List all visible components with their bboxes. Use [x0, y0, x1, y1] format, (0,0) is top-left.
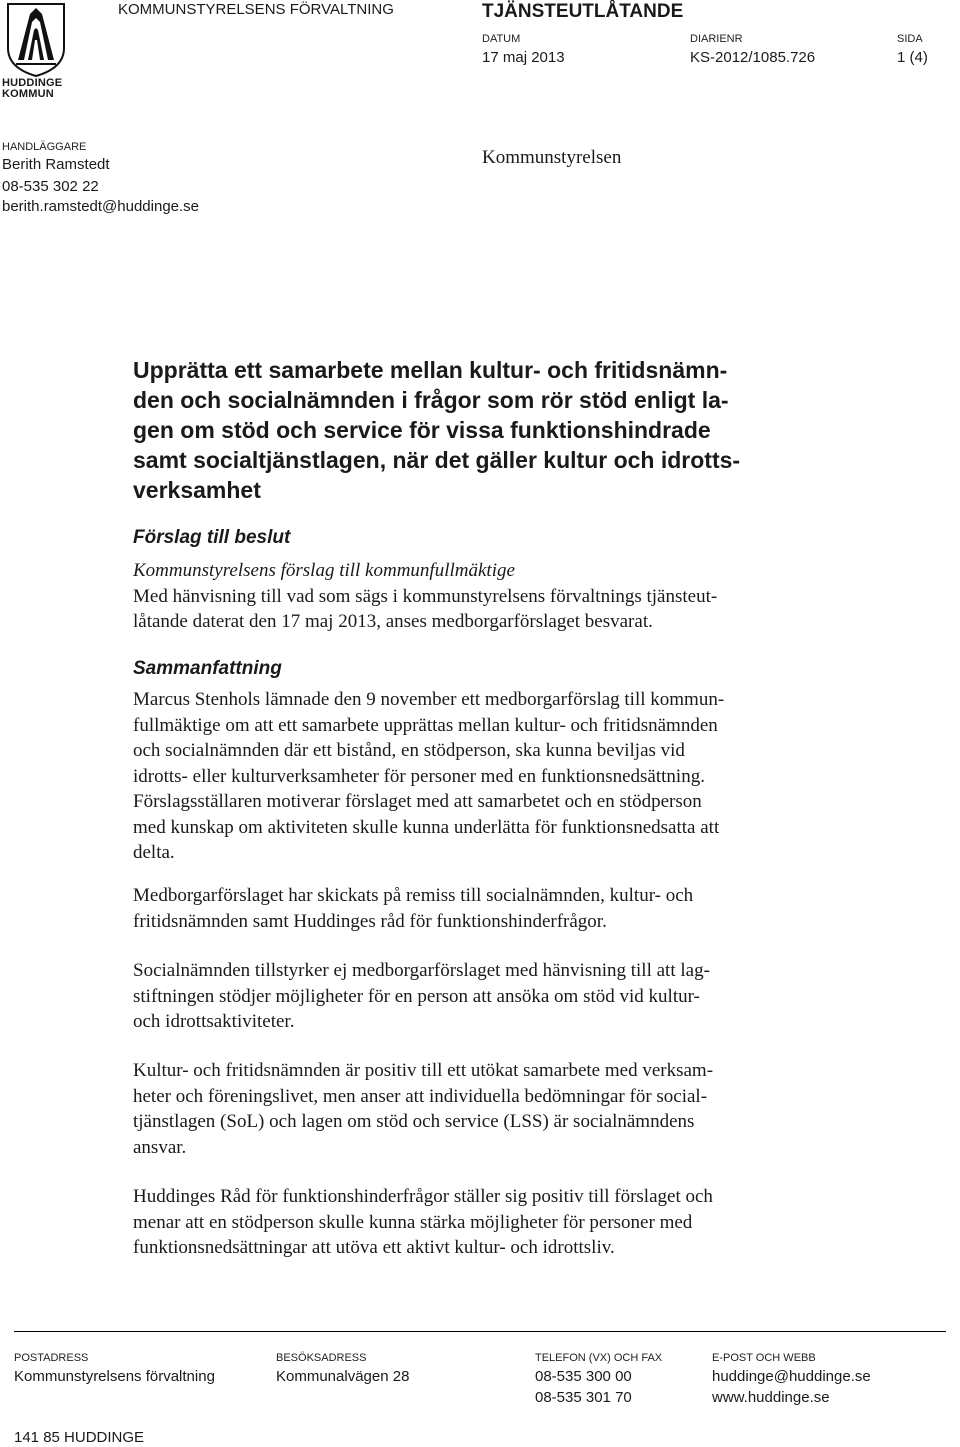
handler-label: HANDLÄGGARE [2, 141, 87, 153]
visit-label: BESÖKSADRESS [276, 1352, 367, 1364]
postal-line-2: 141 85 HUDDINGE [14, 1429, 145, 1446]
text-line: Kultur- och fritidsnämnden är positiv till ett utökat samarbete med verksam- [133, 1060, 714, 1081]
text-line: fritidsnämnden samt Huddinges råd för funktionshinderfrågor. [133, 910, 607, 932]
summary-paragraph [133, 1184, 833, 1261]
text-line: stiftningen stödjer möjligheter för en person att ansöka om stöd vid kultur- [133, 985, 700, 1007]
text-line: med kunskap om aktiviteten skulle kunna underlätta för funktionsnedsatta att [133, 816, 720, 838]
summary-paragraph [133, 1058, 833, 1160]
text-line: ansvar. [133, 1136, 187, 1158]
phone-label: TELEFON (VX) OCH FAX [535, 1352, 663, 1364]
proposal-line: Med hänvisning till vad som sägs i kommunstyrelsens förvaltnings tjänsteut- [133, 585, 718, 607]
text-line: och socialnämnden där ett bistånd, en stödperson, ska kunna beviljas vid [133, 740, 685, 761]
summary-heading: Sammanfattning [133, 658, 282, 679]
footer-divider [14, 1331, 946, 1332]
document-title [133, 355, 833, 505]
text-line: Förslagsställaren motiverar förslaget med att samarbetet och en stödperson [133, 791, 702, 812]
text-line: Socialnämnden tillstyrker ej medborgarförslaget med hänvisning till att lag- [133, 960, 710, 981]
title-line: den och socialnämnden i frågor som rör stöd enligt la- [133, 387, 729, 413]
proposal-heading: Förslag till beslut [133, 527, 291, 548]
proposal-line: låtande daterat den 17 maj 2013, anses medborgarförslaget besvarat. [133, 611, 653, 632]
summary-paragraph [133, 883, 833, 934]
visit-value: Kommunalvägen 28 [276, 1368, 410, 1385]
handler-phone: 08-535 302 22 [2, 178, 99, 195]
proposal-subheading: Kommunstyrelsens förslag till kommunfullmäktige [133, 560, 515, 581]
web-label: E-POST OCH WEBB [712, 1352, 816, 1364]
diarie-value: KS-2012/1085.726 [690, 49, 816, 66]
coat-of-arms-icon [2, 2, 70, 78]
text-line: Huddinges Råd för funktionshinderfrågor ställer sig positiv till förslaget och [133, 1186, 713, 1207]
postal-line-1: Kommunstyrelsens förvaltning [14, 1368, 215, 1385]
handler-email: berith.ramstedt@huddinge.se [2, 198, 200, 215]
title-line: verksamhet [133, 477, 261, 503]
title-line: samt socialtjänstlagen, när det gäller kultur och idrotts- [133, 447, 741, 473]
text-line: Medborgarförslaget har skickats på remiss till socialnämnden, kultur- och [133, 885, 694, 906]
document-type: TJÄNSTEUTLÅTANDE [482, 1, 684, 22]
recipient: Kommunstyrelsen [482, 147, 622, 168]
diarie-label: DIARIENR [690, 33, 743, 45]
text-line: Marcus Stenhols lämnade den 9 november ett medborgarförslag till kommun- [133, 689, 725, 710]
date-label: DATUM [482, 33, 521, 45]
fax-value: 08-535 301 70 [535, 1389, 632, 1406]
summary-paragraph [133, 958, 833, 1035]
handler-name: Berith Ramstedt [2, 156, 110, 173]
text-line: funktionsnedsättningar att utöva ett aktivt kultur- och idrottsliv. [133, 1237, 615, 1258]
proposal-section [133, 558, 833, 635]
summary-paragraph [133, 687, 833, 866]
page-value: 1 (4) [897, 49, 928, 66]
logo-line-2: KOMMUN [2, 88, 54, 100]
text-line: idrotts- eller kulturverksamheter för personer med en funktionsnedsättning. [133, 765, 705, 787]
text-line: menar att en stödperson skulle kunna stärka möjligheter för personer med [133, 1211, 693, 1233]
logo-line-1: HUDDINGE [2, 77, 63, 89]
title-line: Upprätta ett samarbete mellan kultur- och fritidsnämn- [133, 357, 728, 383]
page-label: SIDA [897, 33, 923, 45]
date-value: 17 maj 2013 [482, 49, 565, 66]
phone-value: 08-535 300 00 [535, 1368, 632, 1385]
title-line: gen om stöd och service för vissa funktionshindrade [133, 417, 711, 443]
website-link[interactable]: www.huddinge.se [712, 1389, 830, 1406]
text-line: fullmäktige om att ett samarbete upprättas mellan kultur- och fritidsnämnden [133, 714, 718, 736]
email-link[interactable]: huddinge@huddinge.se [712, 1368, 871, 1385]
logo-wordmark [2, 78, 62, 100]
text-line: tjänstlagen (SoL) och lagen om stöd och service (LSS) är socialnämndens [133, 1111, 695, 1132]
text-line: heter och föreningslivet, men anser att individuella bedömningar för social- [133, 1085, 708, 1107]
text-line: och idrottsaktiviteter. [133, 1011, 295, 1032]
postal-label: POSTADRESS [14, 1352, 89, 1364]
org-name: KOMMUNSTYRELSENS FÖRVALTNING [118, 1, 394, 18]
text-line: delta. [133, 842, 175, 863]
